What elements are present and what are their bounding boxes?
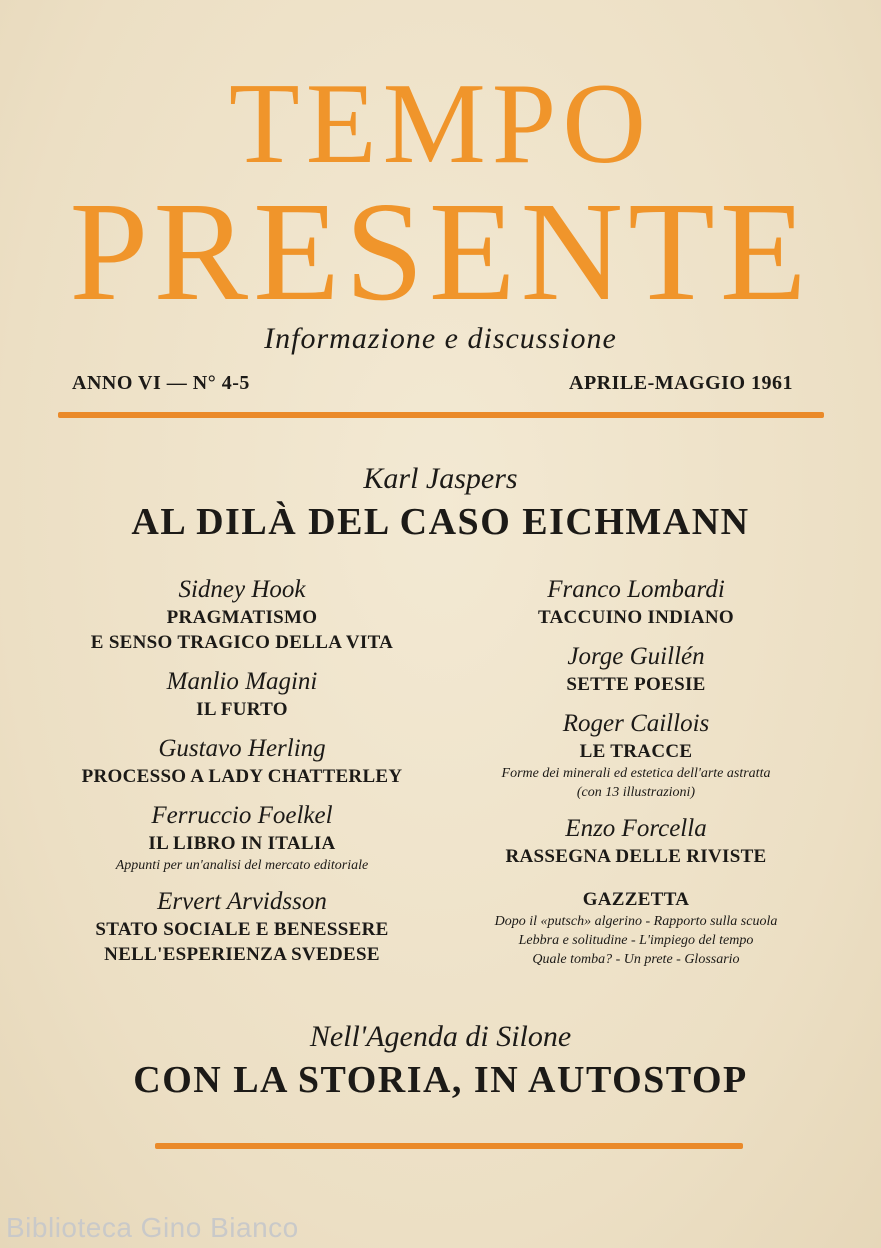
masthead-subtitle: Informazione e discussione: [264, 322, 617, 355]
entry-note: Dopo il «putsch» algerino - Rapporto sulla scuola: [494, 914, 778, 929]
issue-number: ANNO VI — N° 4-5: [72, 372, 250, 394]
lead-author: Karl Jaspers: [363, 462, 518, 495]
entry-author: Jorge Guillén: [567, 643, 705, 670]
library-watermark: Biblioteca Gino Bianco: [6, 1212, 299, 1243]
entry-title: NELL'ESPERIENZA SVEDESE: [104, 944, 380, 965]
entry-author: Gustavo Herling: [158, 735, 326, 762]
entry-author: Franco Lombardi: [547, 576, 725, 603]
entry-title: PROCESSO A LADY CHATTERLEY: [81, 766, 403, 787]
entry-title: RASSEGNA DELLE RIVISTE: [505, 846, 767, 867]
toc-entry: [62, 887, 422, 967]
toc-entry: [446, 642, 826, 697]
toc-entry: [446, 709, 826, 802]
entry-title: SETTE POESIE: [566, 674, 706, 695]
entry-note: Quale tomba? - Un prete - Glossario: [532, 952, 740, 967]
entry-author: Enzo Forcella: [565, 815, 707, 842]
closing-title: CON LA STORIA, IN AUTOSTOP: [133, 1059, 748, 1101]
toc-entry: [62, 734, 422, 789]
entry-author: Ervert Arvidsson: [157, 888, 327, 915]
entry-author: Ferruccio Foelkel: [151, 802, 333, 829]
entry-author: Manlio Magini: [166, 668, 318, 695]
entry-title: IL LIBRO IN ITALIA: [148, 833, 336, 854]
right-column: [446, 575, 826, 981]
toc-entry-gazzetta: [446, 887, 826, 969]
toc-entry: [62, 801, 422, 875]
closing-author: Nell'Agenda di Silone: [309, 1020, 572, 1053]
masthead-title-line1: TEMPO: [228, 60, 653, 188]
entry-note: Lebbra e solitudine - L'impiego del tempo: [518, 933, 754, 948]
bottom-divider: [155, 1143, 743, 1149]
entry-title: STATO SOCIALE E BENESSERE: [95, 919, 389, 940]
entry-note: (con 13 illustrazioni): [576, 785, 696, 800]
top-divider: [58, 412, 824, 418]
lead-title: AL DILÀ DEL CASO EICHMANN: [131, 501, 750, 543]
issue-date: APRILE-MAGGIO 1961: [569, 372, 793, 394]
entry-author: Roger Caillois: [562, 710, 710, 737]
entry-title: LE TRACCE: [579, 741, 693, 762]
entry-title: IL FURTO: [196, 699, 288, 720]
entry-title: PRAGMATISMO: [166, 607, 318, 628]
left-column: [62, 575, 422, 979]
toc-entry: [446, 575, 826, 630]
masthead-title-line2: PRESENTE: [69, 172, 812, 330]
toc-entry: [62, 667, 422, 722]
toc-entry: [446, 814, 826, 869]
entry-note: Appunti per un'analisi del mercato editoriale: [115, 858, 369, 873]
entry-title: GAZZETTA: [582, 889, 690, 910]
entry-author: Sidney Hook: [178, 576, 306, 603]
entry-note: Forme dei minerali ed estetica dell'arte astratta: [501, 766, 771, 781]
entry-title: TACCUINO INDIANO: [537, 607, 735, 628]
toc-entry: [62, 575, 422, 655]
entry-title: E SENSO TRAGICO DELLA VITA: [90, 632, 394, 653]
